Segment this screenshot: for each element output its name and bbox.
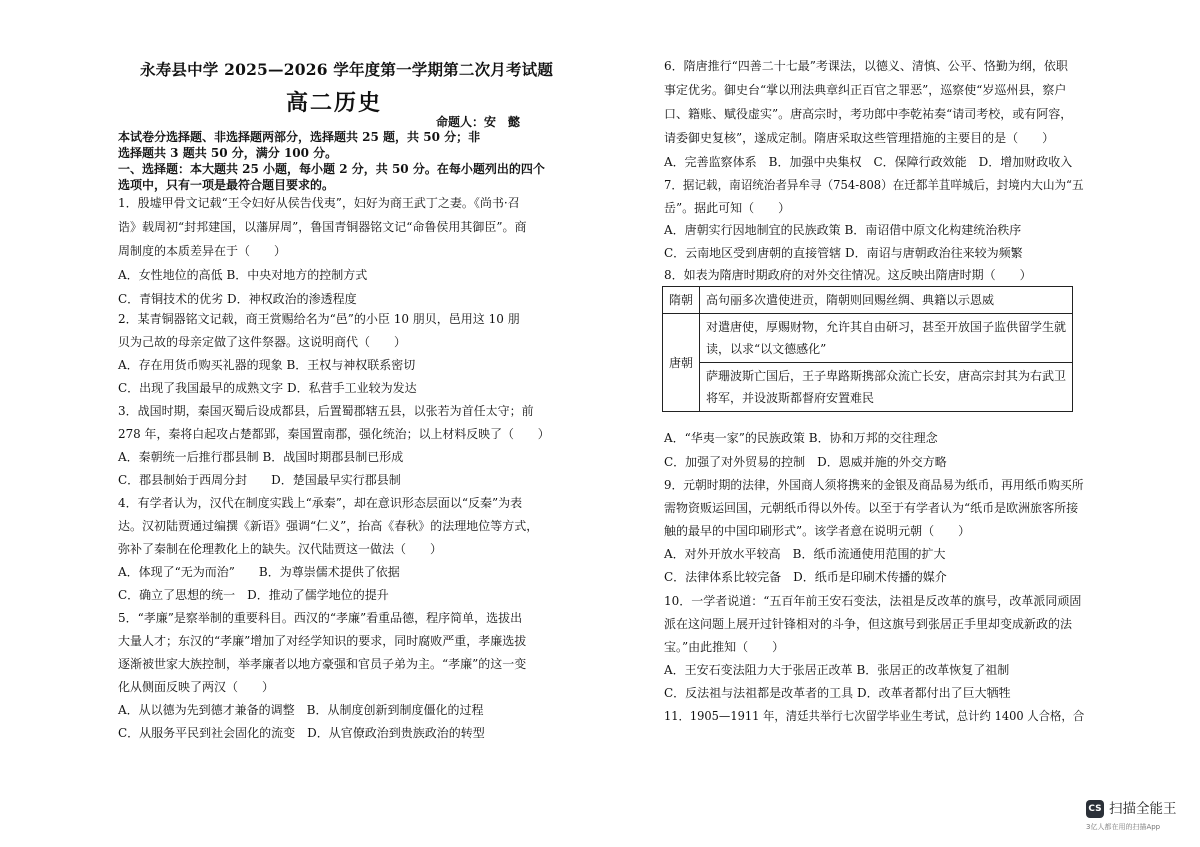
table-cell-content [700, 314, 1073, 363]
question-9-stem: 触的最早的中国印刷形式”。该学者意在说明元朝（ ） [664, 524, 971, 538]
question-6-stem: 事定优劣。御史台“掌以刑法典章纠正百官之罪恶”，巡察使“岁巡州县，察户 [664, 83, 1067, 97]
question-9-stem: 需物资贩运回国，元朝纸币得以外传。以至于有学者认为“纸币是欧洲旅客所接 [664, 501, 1079, 515]
question-6-stem: 请委御史复核”，遂成定制。隋唐采取这些管理措施的主要目的是（ ） [664, 131, 1055, 145]
author-line: 命题人：安 懿 [436, 115, 521, 129]
question-3-options: A．秦朝统一后推行郡县制 B．战国时期郡县制已形成 [118, 450, 404, 464]
question-4-options: C．确立了思想的统一 D．推动了儒学地位的提升 [118, 588, 389, 602]
question-10-stem: 宝。”由此推知（ ） [664, 640, 785, 654]
question-1-options: C．青铜技术的优劣 D．神权政治的渗透程度 [118, 292, 357, 306]
table-text: 萨珊波斯亡国后，王子卑路斯携部众流亡长安，唐高宗封其为右武卫 [706, 369, 1067, 383]
table-cell-content [700, 287, 1073, 314]
section-heading: 一、选择题：本大题共 25 小题，每小题 2 分，共 50 分。在每小题列出的四个 [118, 162, 545, 176]
question-8-stem: 8．如表为隋唐时期政府的对外交往情况。这反映出隋唐时期（ ） [664, 268, 1032, 282]
table-text: 对遣唐使，厚赐财物，允许其自由研习，甚至开放国子监供留学生就 [706, 320, 1067, 334]
table-text: 高句丽多次遣使进贡，隋朝则回赐丝绸、典籍以示恩威 [706, 293, 995, 307]
question-7-options: C．云南地区受到唐朝的直接管辖 D．南诏与唐朝政治往来较为频繁 [664, 246, 1023, 260]
table-row [663, 314, 1073, 363]
question-8-options: A．“华夷一家”的民族政策 B．协和万邦的交往理念 [664, 431, 938, 445]
question-5-stem: 化从侧面反映了两汉（ ） [118, 680, 275, 694]
question-10-stem: 派在这问题上展开过针锋相对的斗争，但这旗号到张居正手里却变成新政的法 [664, 617, 1073, 631]
question-8-options: C．加强了对外贸易的控制 D．恩威并施的外交方略 [664, 455, 947, 469]
question-9-options: C．法律体系比较完备 D．纸币是印刷术传播的媒介 [664, 570, 947, 584]
question-5-stem: 5．“孝廉”是察举制的重要科目。西汉的“孝廉”看重品德，程序简单，选拔出 [118, 611, 523, 625]
scanner-watermark [1086, 800, 1186, 838]
instructions-line: 本试卷分选择题、非选择题两部分，选择题共 25 题，共 50 分；非 [118, 130, 481, 144]
question-6-stem: 口、籍账、赋役虚实”。唐高宗时，考功郎中李乾祐奏“请司考校，或有阿容， [664, 107, 1073, 121]
question-5-stem: 大量人才；东汉的“孝廉”增加了对经学知识的要求，同时腐败严重，孝廉选拔 [118, 634, 527, 648]
question-10-stem: 10．一学者说道：“五百年前王安石变法，法祖是反改革的旗号，改革派同顽固 [664, 594, 1082, 608]
question-9-stem: 9．元朝时期的法律，外国商人须将携来的金银及商品易为纸币，再用纸币购买所 [664, 478, 1084, 492]
question-1-stem: 周制度的本质差异在于（ ） [118, 244, 287, 258]
table-text: 将军，并设波斯都督府安置难民 [706, 391, 875, 405]
question-7-stem: 7．据记载，南诏统治者异牟寻（754-808）在迁都羊苴咩城后，封境内大山为“五 [664, 178, 1084, 192]
question-9-options: A．对外开放水平较高 B．纸币流通使用范围的扩大 [664, 547, 946, 561]
table-row [663, 363, 1073, 412]
question-6-options: A．完善监察体系 B．加强中央集权 C．保障行政效能 D．增加财政收入 [664, 155, 1073, 169]
question-5-options: C．从服务平民到社会固化的流变 D．从官僚政治到贵族政治的转型 [118, 726, 485, 740]
foreign-relations-table [662, 286, 1073, 412]
question-11-stem: 11．1905—1911 年，清廷共举行七次留学毕业生考试，总计约 1400 人合格，合 [664, 709, 1085, 723]
table-row [663, 287, 1073, 314]
table-cell-content [700, 363, 1073, 412]
question-4-stem: 达。汉初陆贾通过编撰《新语》强调“仁义”，抬高《春秋》的法理地位等方式， [118, 519, 539, 533]
question-4-stem: 4．有学者认为，汉代在制度实践上“承秦”，却在意识形态层面以“反秦”为表 [118, 496, 523, 510]
question-6-stem: 6．隋唐推行“四善二十七最”考课法，以德义、清慎、公平、恪勤为纲，依职 [664, 59, 1068, 73]
question-3-stem: 278 年，秦将白起攻占楚都郢，秦国置南郡，强化统治；以上材料反映了（ ） [118, 427, 550, 441]
question-1-options: A．女性地位的高低 B．中央对地方的控制方式 [118, 268, 368, 282]
question-2-stem: 贝为己故的母亲定做了这件祭器。这说明商代（ ） [118, 335, 407, 349]
section-heading: 选项中，只有一项是最符合题目要求的。 [118, 178, 335, 192]
question-10-options: A．王安石变法阻力大于张居正改革 B．张居正的改革恢复了祖制 [664, 663, 1010, 677]
question-5-options: A．从以德为先到德才兼备的调整 B．从制度创新到制度僵化的过程 [118, 703, 484, 717]
question-4-options: A．体现了“无为而治” B．为尊崇儒术提供了依据 [118, 565, 400, 579]
table-cell-era: 唐朝 [663, 314, 700, 412]
question-7-stem: 岳”。据此可知（ ） [664, 201, 791, 215]
watermark-name: 扫描全能王 [1109, 801, 1177, 817]
cs-logo-icon: CS [1086, 800, 1104, 818]
subject-title: 高二历史 [286, 90, 383, 116]
question-2-stem: 2．某青铜器铭文记载，商王赏赐给名为“邑”的小臣 10 朋贝，邑用这 10 朋 [118, 312, 520, 326]
table-text: 读，以求“以文德感化” [706, 342, 827, 356]
question-10-options: C．反法祖与法祖都是改革者的工具 D．改革者都付出了巨大牺牲 [664, 686, 1011, 700]
instructions-line: 选择题共 3 题共 50 分，满分 100 分。 [118, 146, 338, 160]
question-2-options: C．出现了我国最早的成熟文字 D．私营手工业较为发达 [118, 381, 417, 395]
question-1-stem: 1．殷墟甲骨文记载“王令妇好从侯告伐夷”，妇好为商王武丁之妻。《尚书·召 [118, 196, 520, 210]
question-2-options: A．存在用货币购买礼器的现象 B．王权与神权联系密切 [118, 358, 416, 372]
question-5-stem: 逐渐被世家大族控制，举孝廉者以地方豪强和官员子弟为主。“孝廉”的这一变 [118, 657, 527, 671]
question-3-options: C．郡县制始于西周分封 D．楚国最早实行郡县制 [118, 473, 401, 487]
question-1-stem: 诰》载周初“封邦建国，以藩屏周”，鲁国青铜器铭文记“命鲁侯用其御臣”。商 [118, 220, 527, 234]
table-cell-era: 隋朝 [663, 287, 700, 314]
watermark-tagline: 3亿人都在用的扫描App [1086, 823, 1161, 831]
question-7-options: A．唐朝实行因地制宜的民族政策 B．南诏借中原文化构建统治秩序 [664, 223, 1022, 237]
exam-title: 永寿县中学 2025—2026 学年度第一学期第二次月考试题 [140, 60, 554, 79]
question-3-stem: 3．战国时期，秦国灭蜀后设成都县，后置蜀郡辖五县，以张若为首任太守；前 [118, 404, 534, 418]
question-4-stem: 弥补了秦制在伦理教化上的缺失。汉代陆贾这一做法（ ） [118, 542, 443, 556]
